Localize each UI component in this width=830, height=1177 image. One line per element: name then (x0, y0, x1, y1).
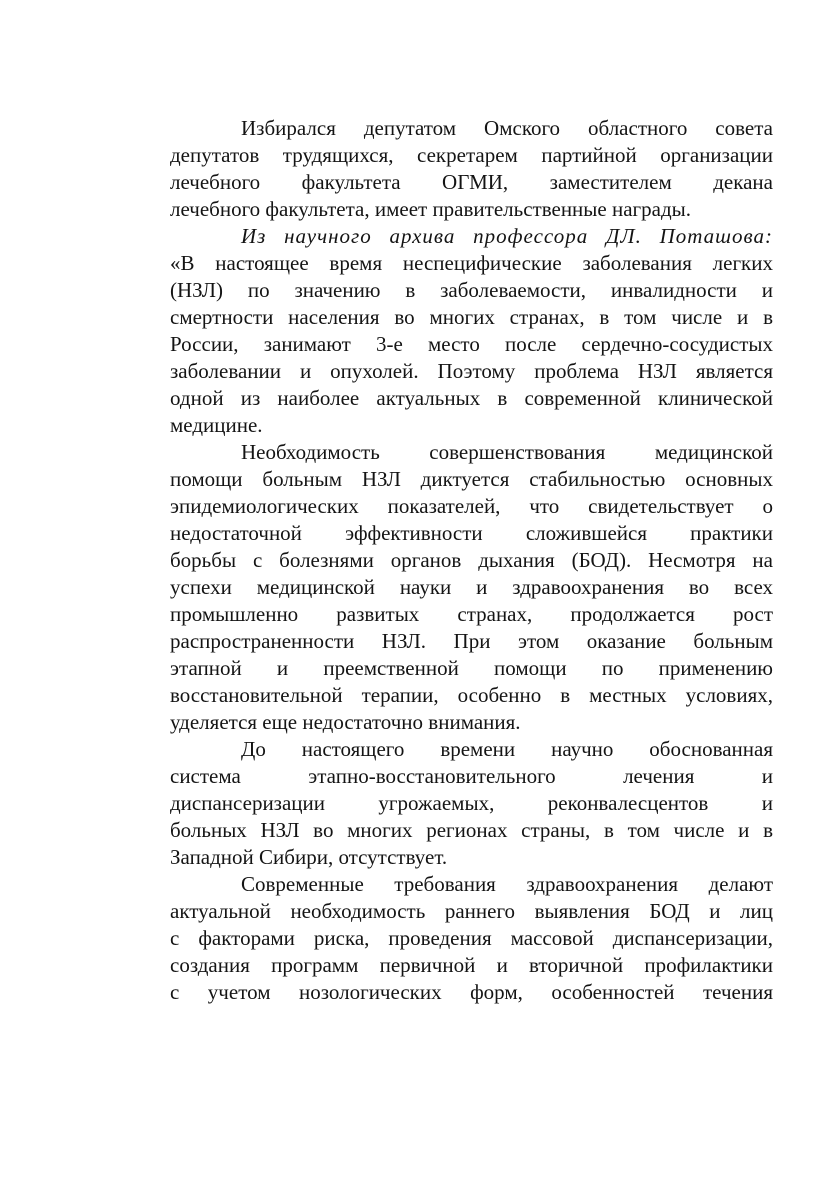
text-line: лечебного факультета, имеет правительственные награды. (170, 197, 692, 221)
text-line: эпидемиологических показателей, что свидетельствует о (170, 494, 773, 518)
text-line: России, занимают 3-е место после сердечно-сосудистых (170, 332, 773, 356)
text-line: этапной и преемственной помощи по применению (170, 656, 773, 680)
text-line: смертности населения во многих странах, в том числе и в (170, 305, 773, 329)
text-line: с учетом нозологических форм, особенностей течения (170, 980, 773, 1004)
text-line: успехи медицинской науки и здравоохранения во всех (170, 575, 773, 599)
text-line: Необходимость совершенствования медицинской (241, 440, 773, 464)
text-line: больных НЗЛ во многих регионах страны, в том числе и в (170, 818, 773, 842)
text-line: лечебного факультета ОГМИ, заместителем декана (170, 170, 773, 194)
text-line: До настоящего времени научно обоснованная (241, 737, 773, 761)
archive-heading-line: Из научного архива профессора ДЛ. Поташова: (241, 224, 773, 248)
text-line: борьбы с болезнями органов дыхания (БОД). Несмотря на (170, 548, 773, 572)
text-line: промышленно развитых странах, продолжается рост (170, 602, 773, 626)
text-line: помощи больным НЗЛ диктуется стабильностью основных (170, 467, 773, 491)
text-line: недостаточной эффективности сложившейся практики (170, 521, 773, 545)
text-line: Современные требования здравоохранения делают (241, 872, 773, 896)
text-line: создания программ первичной и вторичной профилактики (170, 953, 773, 977)
text-line: Избирался депутатом Омского областного совета (241, 116, 773, 140)
text-line: депутатов трудящихся, секретарем партийной организации (170, 143, 773, 167)
body-text (170, 115, 773, 1006)
text-line: актуальной необходимость раннего выявления БОД и лиц (170, 899, 773, 923)
text-line: заболевании и опухолей. Поэтому проблема НЗЛ является (170, 359, 773, 383)
text-line: Западной Сибири, отсутствует. (170, 845, 448, 869)
text-line: диспансеризации угрожаемых, реконвалесцентов и (170, 791, 773, 815)
text-line: с факторами риска, проведения массовой диспансеризации, (170, 926, 773, 950)
text-line: «В настоящее время неспецифические заболевания легких (170, 251, 773, 275)
text-line: восстановительной терапии, особенно в местных условиях, (170, 683, 773, 707)
text-line: одной из наиболее актуальных в современной клинической (170, 386, 773, 410)
text-line: распространенности НЗЛ. При этом оказание больным (170, 629, 773, 653)
text-line: уделяется еще недостаточно внимания. (170, 710, 521, 734)
text-line: система этапно-восстановительного лечения и (170, 764, 773, 788)
text-line: медицине. (170, 413, 263, 437)
text-line: (НЗЛ) по значению в заболеваемости, инвалидности и (170, 278, 773, 302)
